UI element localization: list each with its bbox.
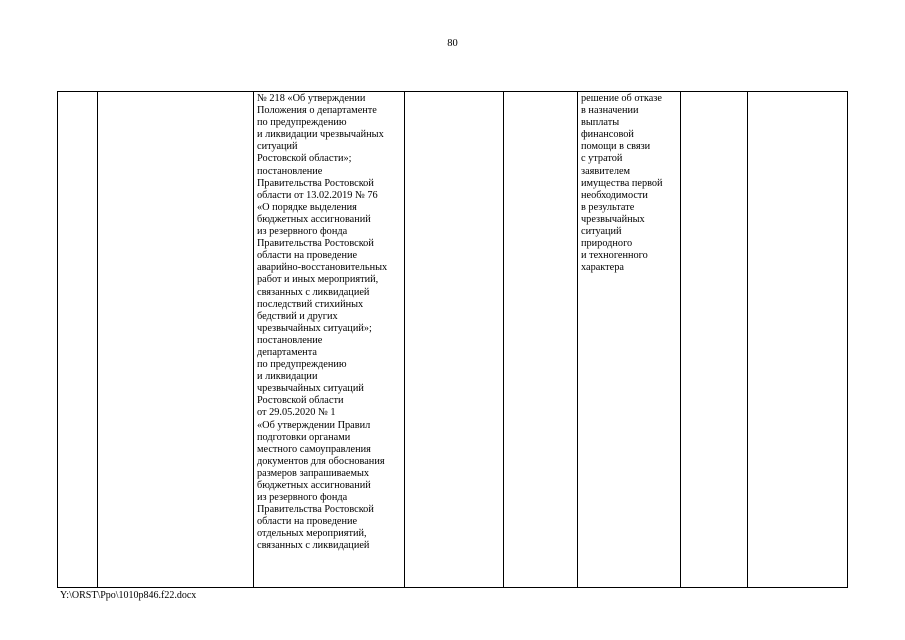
footer-file-path: Y:\ORST\Ppo\1010p846.f22.docx	[60, 590, 197, 601]
text-line: необходимости	[581, 189, 648, 201]
table-cell-result	[578, 92, 681, 588]
text-line: области на проведение	[257, 250, 358, 262]
text-line: Правительства Ростовской	[257, 177, 374, 189]
text-line: Положения о департаменте	[257, 105, 377, 117]
text-line: подготовки органами	[257, 431, 351, 443]
table-cell-col1	[58, 92, 98, 588]
text-line: № 218 «Об утверждении	[257, 93, 366, 104]
text-line: выплаты	[581, 117, 620, 129]
text-line: финансовой	[581, 129, 634, 141]
text-line: в результате	[581, 201, 635, 213]
text-line: размеров запрашиваемых	[257, 467, 370, 479]
text-line: бюджетных ассигнований	[257, 213, 371, 225]
text-line: аварийно-восстановительных	[257, 262, 388, 274]
text-line: и ликвидации чрезвычайных	[257, 129, 384, 141]
text-line: Ростовской области»;	[257, 153, 352, 165]
legal-basis-text	[257, 93, 401, 553]
text-line: местного самоуправления	[257, 443, 371, 455]
table-cell-legal-basis	[254, 92, 405, 588]
text-line: постановление	[257, 334, 323, 346]
text-line: по предупреждению	[257, 359, 347, 371]
text-line: природного	[581, 238, 633, 250]
text-line: по предупреждению	[257, 117, 347, 129]
text-line: области от 13.02.2019 № 76	[257, 189, 378, 201]
text-line: от 29.05.2020 № 1	[257, 407, 336, 419]
table-cell-col2	[98, 92, 254, 588]
text-line: чрезвычайных	[581, 213, 645, 225]
text-line: «Об утверждении Правил	[257, 419, 371, 431]
text-line: решение об отказе	[581, 93, 662, 104]
table-cell-col7	[681, 92, 748, 588]
text-line: бедствий и других	[257, 310, 338, 322]
text-line: ситуаций	[257, 141, 298, 153]
page-number: 80	[447, 38, 458, 49]
text-line: и ликвидации	[257, 371, 318, 383]
text-line: работ и иных мероприятий,	[257, 274, 379, 286]
table-cell-col4	[405, 92, 504, 588]
text-line: постановление	[257, 165, 323, 177]
text-line: бюджетных ассигнований	[257, 480, 371, 491]
text-line: помощи в связи	[581, 141, 651, 153]
text-line: Правительства Ростовской	[257, 238, 374, 250]
table-row	[58, 92, 848, 588]
text-line: ситуаций	[581, 226, 622, 238]
text-line: связанных с ликвидацией	[257, 286, 370, 298]
text-line: имущества первой	[581, 177, 663, 189]
result-text	[581, 93, 677, 274]
text-line: области на проведение	[257, 516, 358, 528]
text-line: связанных с ликвидацией	[257, 540, 370, 552]
text-line: характера	[581, 262, 624, 274]
text-line: отдельных мероприятий,	[257, 528, 367, 540]
text-line: из резервного фонда	[257, 492, 348, 504]
text-line: Ростовской области	[257, 395, 344, 407]
text-line: заявителем	[581, 165, 631, 177]
text-line: и техногенного	[581, 250, 648, 262]
text-line: из резервного фонда	[257, 226, 348, 238]
document-table	[57, 91, 848, 588]
table-cell-col8	[748, 92, 848, 588]
table-cell-col5	[504, 92, 578, 588]
text-line: чрезвычайных ситуаций»;	[257, 322, 372, 334]
text-line: последствий стихийных	[257, 298, 364, 310]
text-line: документов для обоснования	[257, 455, 385, 467]
text-line: департамента	[257, 346, 317, 358]
text-line: чрезвычайных ситуаций	[257, 383, 364, 395]
text-line: Правительства Ростовской	[257, 504, 374, 516]
text-line: в назначении	[581, 105, 639, 117]
text-line: с утратой	[581, 153, 623, 165]
text-line: «О порядке выделения	[257, 201, 357, 213]
